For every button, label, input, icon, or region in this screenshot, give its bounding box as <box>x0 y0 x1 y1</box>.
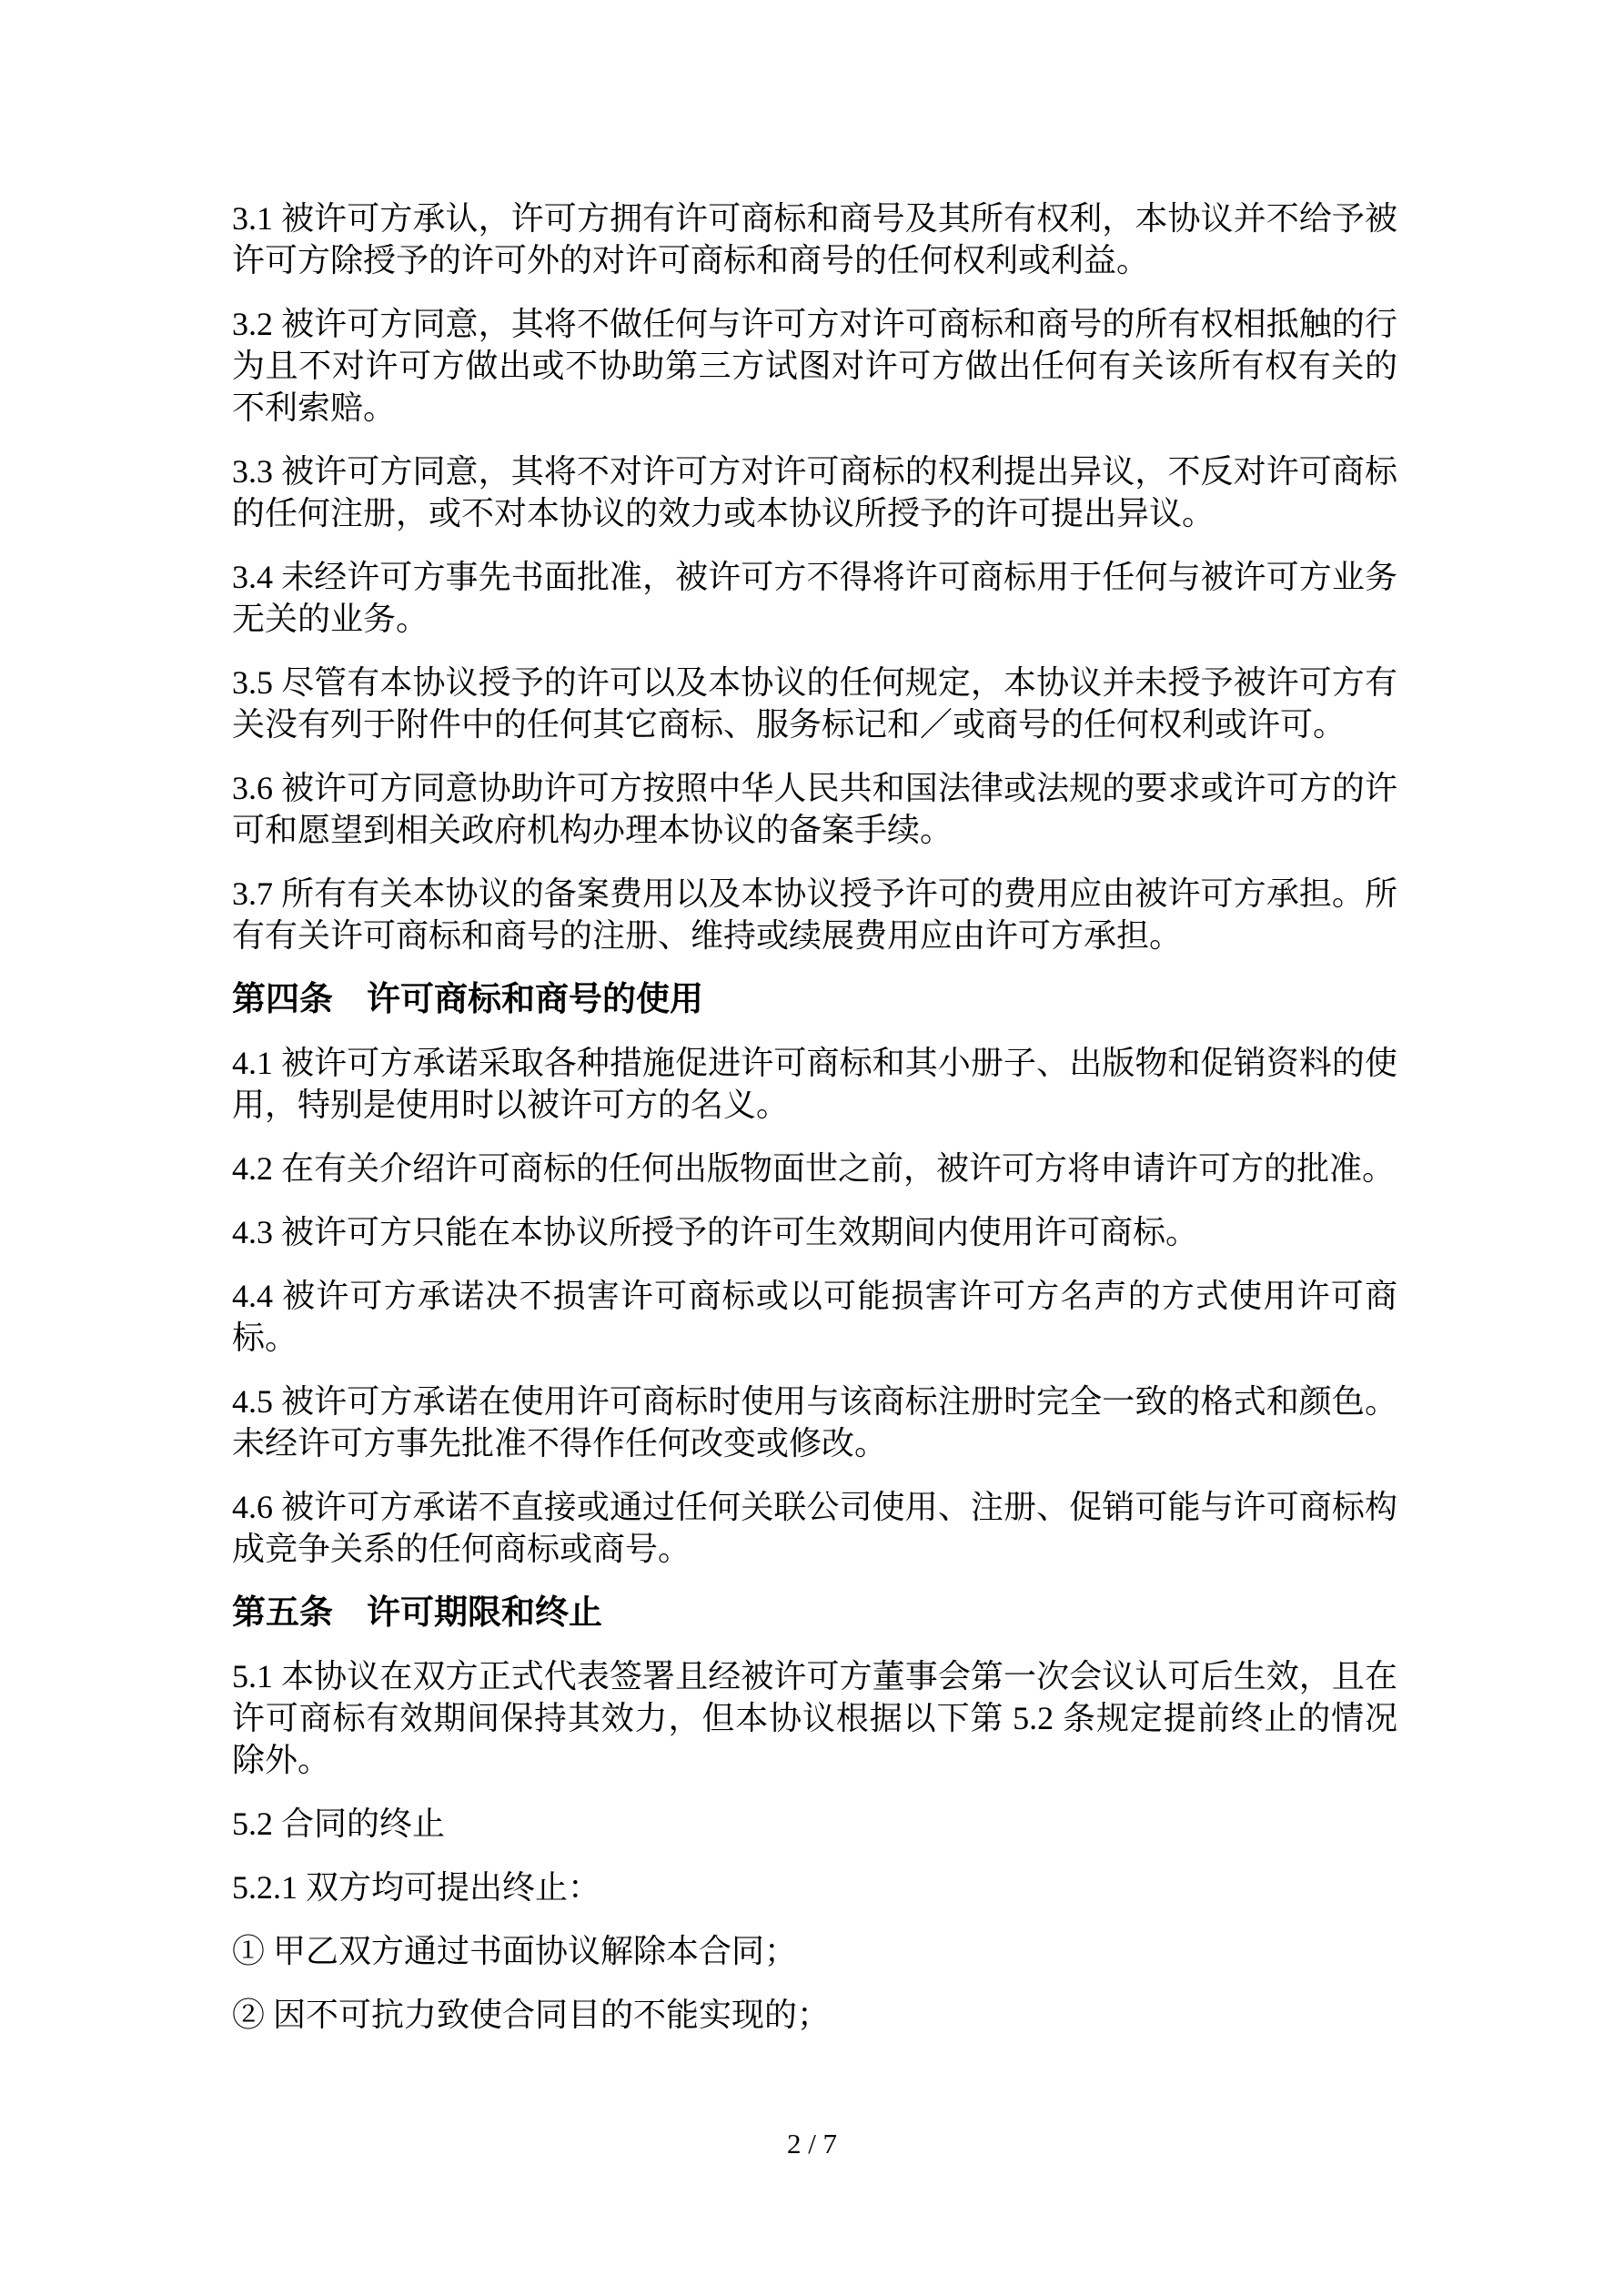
termination-item-2: ② 因不可抗力致使合同目的不能实现的； <box>232 1997 831 2033</box>
clause-3-1: 3.1 被许可方承认，许可方拥有许可商标和商号及其所有权利，本协议并不给予被许可方除授予的许可外的对许可商标和商号的任何权利或利益。 <box>232 200 1397 278</box>
clause-4-1: 4.1 被许可方承诺采取各种措施促进许可商标和其小册子、出版物和促销资料的使用，特别是使用时以被许可方的名义。 <box>232 1045 1397 1123</box>
clause-3-4: 3.4 未经许可方事先书面批准，被许可方不得将许可商标用于任何与被许可方业务无关的业务。 <box>232 559 1397 637</box>
page-content <box>232 197 1397 2058</box>
termination-item-1: ① 甲乙双方通过书面协议解除本合同； <box>232 1933 798 1969</box>
clause-3-6: 3.6 被许可方同意协助许可方按照中华人民共和国法律或法规的要求或许可方的许可和愿望到相关政府机构办理本协议的备案手续。 <box>232 770 1397 848</box>
clause-4-4: 4.4 被许可方承诺决不损害许可商标或以可能损害许可方名声的方式使用许可商标。 <box>232 1278 1397 1356</box>
clause-5-2-1: 5.2.1 双方均可提出终止： <box>232 1869 601 1906</box>
clause-3-7: 3.7 所有有关本协议的备案费用以及本协议授予许可的费用应由被许可方承担。所有有关许可商标和商号的注册、维持或续展费用应由许可方承担。 <box>232 875 1397 954</box>
clause-3-5: 3.5 尽管有本协议授予的许可以及本协议的任何规定，本协议并未授予被许可方有关没有列于附件中的任何其它商标、服务标记和／或商号的任何权利或许可。 <box>232 664 1397 743</box>
clause-4-5: 4.5 被许可方承诺在使用许可商标时使用与该商标注册时完全一致的格式和颜色。未经许可方事先批准不得作任何改变或修改。 <box>232 1383 1397 1462</box>
clause-5-1: 5.1 本协议在双方正式代表签署且经被许可方董事会第一次会议认可后生效，且在许可商标有效期间保持其效力，但本协议根据以下第 5.2 条规定提前终止的情况除外。 <box>232 1658 1397 1778</box>
clause-4-2: 4.2 在有关介绍许可商标的任何出版物面世之前，被许可方将申请许可方的批准。 <box>232 1150 1396 1187</box>
clause-3-2: 3.2 被许可方同意，其将不做任何与许可方对许可商标和商号的所有权相抵触的行为且不对许可方做出或不协助第三方试图对许可方做出任何有关该所有权有关的不利索赔。 <box>232 306 1397 426</box>
section-heading-article-4: 第四条 许可商标和商号的使用 <box>232 980 703 1017</box>
clause-4-6: 4.6 被许可方承诺不直接或通过任何关联公司使用、注册、促销可能与许可商标构成竞争关系的任何商标或商号。 <box>232 1489 1397 1567</box>
section-heading-article-5: 第五条 许可期限和终止 <box>232 1593 602 1631</box>
clause-5-2: 5.2 合同的终止 <box>232 1805 446 1842</box>
page-number: 2 / 7 <box>786 2128 838 2159</box>
clause-4-3: 4.3 被许可方只能在本协议所授予的许可生效期间内使用许可商标。 <box>232 1214 1199 1250</box>
clause-3-3: 3.3 被许可方同意，其将不对许可方对许可商标的权利提出异议，不反对许可商标的任何注册，或不对本协议的效力或本协议所授予的许可提出异议。 <box>232 453 1397 531</box>
